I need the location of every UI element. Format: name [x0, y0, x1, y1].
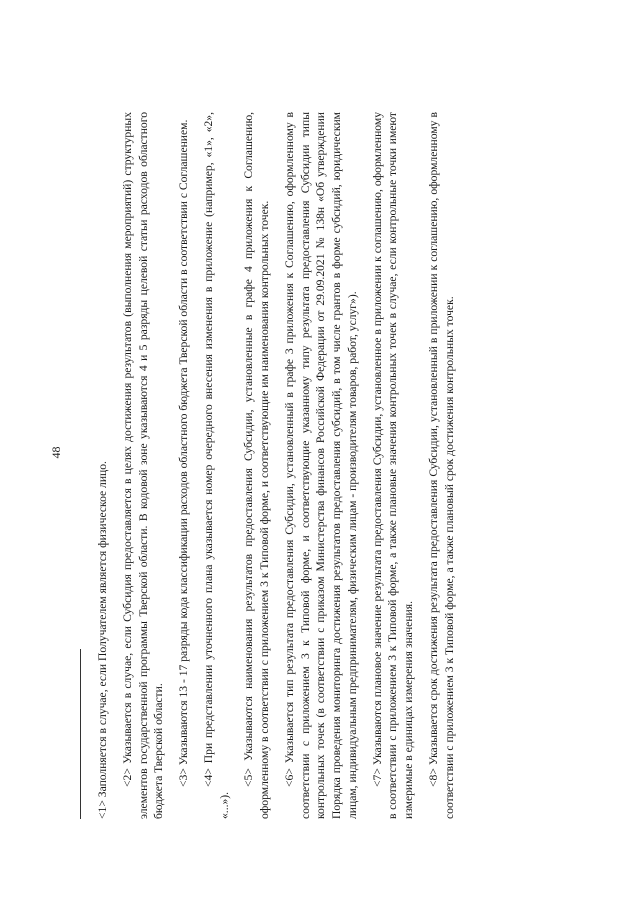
- footnote-3: <3> Указываются 13 - 17 разряды кода классификации расходов областного бюджета Тверской области в соответствии с Соглашением.: [177, 119, 191, 787]
- footnote-1: <1> Заполняется в случае, если Получателем является физическое лицо.: [96, 461, 109, 819]
- footnote-4: <4> При представлении уточненного плана указывается номер очередного внесения изменения в приложение (например, «1», «2», «...»).: [201, 112, 231, 819]
- page-number: 48: [49, 446, 63, 459]
- footnote-2: <2> Указывается в случае, если Субсидия предоставляется в целях достижения результатов (выполнения мероприятий) структурных элементов государственной программы Тверской области. В кодовой зоне указываются 4 и 5 разряды целевой статьи расходов областного бюджета Тверской области.: [120, 112, 166, 819]
- footnote-6: <6> Указывается тип результата предоставления Субсидии, установленный в графе 3 приложения к Соглашению, оформленному в соответствии с приложением 3 к Типовой форме, и соответствующие указанному типу результата предоставления Субсидии типы контрольных точек (в соответствии с приказом Министерства финансов Российской Федерации от 29.09.2021 № 138н «Об утверждении Порядка проведения мониторинга достижения результатов предоставления субсидий, в том числе грантов в форме субсидий, юридическим лицам, индивидуальным предпринимателям, физическим лицам - производителям товаров, работ, услуг»).: [282, 112, 359, 819]
- footnote-separator: [80, 649, 81, 819]
- footnote-8: <8> Указывается срок достижения результата предоставления Субсидии, установленный в приложении к соглашению, оформленному в соответствии с приложением 3 к Типовой форме, а также плановый срок достижения контрольных точек.: [427, 112, 456, 819]
- footnote-7: <7> Указываются плановое значение результата предоставления Субсидии, установленное в приложении к соглашению, оформленному в соответствии с приложением 3 к Типовой форме, а также плановые значения контрольных точек в случае, если контрольные точки имеют измеримые в единицах измерения значения.: [370, 112, 416, 819]
- footnote-5: <5> Указываются наименования результатов предоставления Субсидии, установленные в графе 4 приложения к Соглашению, оформленному в соответствии с приложением 3 к Типовой форме, и соответствующие им наименования контрольных точек.: [242, 112, 272, 819]
